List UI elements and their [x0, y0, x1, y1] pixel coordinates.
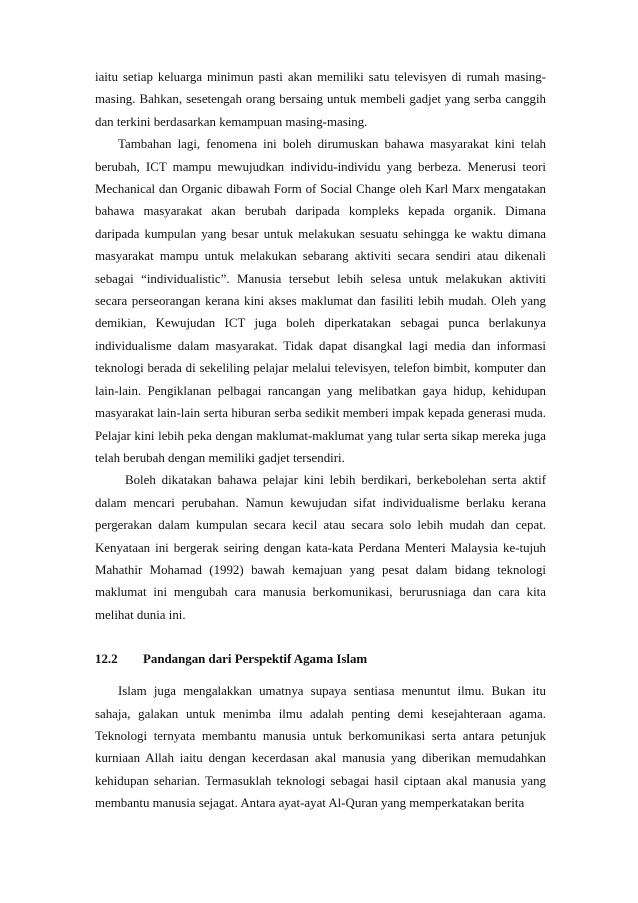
paragraph-islam-perspective: Islam juga mengalakkan umatnya supaya sentiasa menuntut ilmu. Bukan itu sahaja, galakan untuk menimba ilmu adalah penting demi kesejahteraan agama. Teknologi ternyata membantu manusia untuk berkomunikasi serta antara petunjuk kurniaan Allah iaitu dengan kecerdasan akal manusia yang diberikan memudahkan kehidupan seharian. Termasuklah teknologi sebagai hasil ciptaan akal manusia yang membantu manusia sejagat. Antara ayat-ayat Al-Quran yang memperkatakan berita: [95, 684, 546, 811]
paragraph-students-independence: Boleh dikatakan bahawa pelajar kini lebih berdikari, berkebolehan serta aktif dalam mencari perubahan. Namun kewujudan sifat individualisme berlaku kerana pergerakan dalam kumpulan secara kecil atau secara solo lebih mudah dan cepat. Kenyataan ini bergerak seiring dengan kata-kata Perdana Menteri Malaysia ke-tujuh Mahathir Mohamad (1992) bawah kemajuan yang pesat dalam bidang teknologi maklumat ini mengubah cara manusia berkomunikasi, berurusniaga dan cara kita melihat dunia ini.: [95, 473, 546, 622]
section-heading: [95, 648, 546, 670]
paragraph-individualism: Tambahan lagi, fenomena ini boleh dirumuskan bahawa masyarakat kini telah berubah, ICT mampu mewujudkan individu-individu yang berbeza. Menerusi teori Mechanical dan Organic dibawah Form of Social Change oleh Karl Marx mengatakan bahawa masyarakat akan berubah daripada kompleks kepada organik. Dimana daripada kumpulan yang besar untuk melakukan sesuatu sehingga ke waktu dimana masyarakat mampu untuk melakukan sebarang aktiviti secara sendiri atau dikenali sebagai “individualistic”. Manusia tersebut lebih selesa untuk melakukan aktiviti secara perseorangan kerana kini akses maklumat dan fasiliti lebih mudah. Oleh yang demikian, Kewujudan ICT juga boleh diperkatakan sebagai punca berlakunya individualisme dalam masyarakat. Tidak dapat disangkal lagi media dan informasi teknologi berada di sekeliling pelajar melalui televisyen, telefon bimbit, komputer dan lain-lain. Pengiklanan pelbagai rancangan yang melibatkan gaya hidup, kehidupan masyarakat lain-lain serta hiburan serba sedikit memberi impak kepada generasi muda. Pelajar kini lebih peka dengan maklumat-maklumat yang tular serta sikap mereka juga telah berubah dengan memiliki gadjet tersendiri.: [95, 137, 546, 465]
spacer: [95, 626, 546, 648]
section-title: Pandangan dari Perspektif Agama Islam: [143, 652, 368, 667]
paragraph-continuation: iaitu setiap keluarga minimun pasti akan memiliki satu televisyen di rumah masing-masing. Bahkan, sesetengah orang bersaing untuk membeli gadjet yang serba canggih dan terkini berdasarkan kemampuan masing-masing.: [95, 70, 546, 129]
section-number: 12.2: [95, 652, 118, 667]
document-page: [95, 66, 546, 815]
